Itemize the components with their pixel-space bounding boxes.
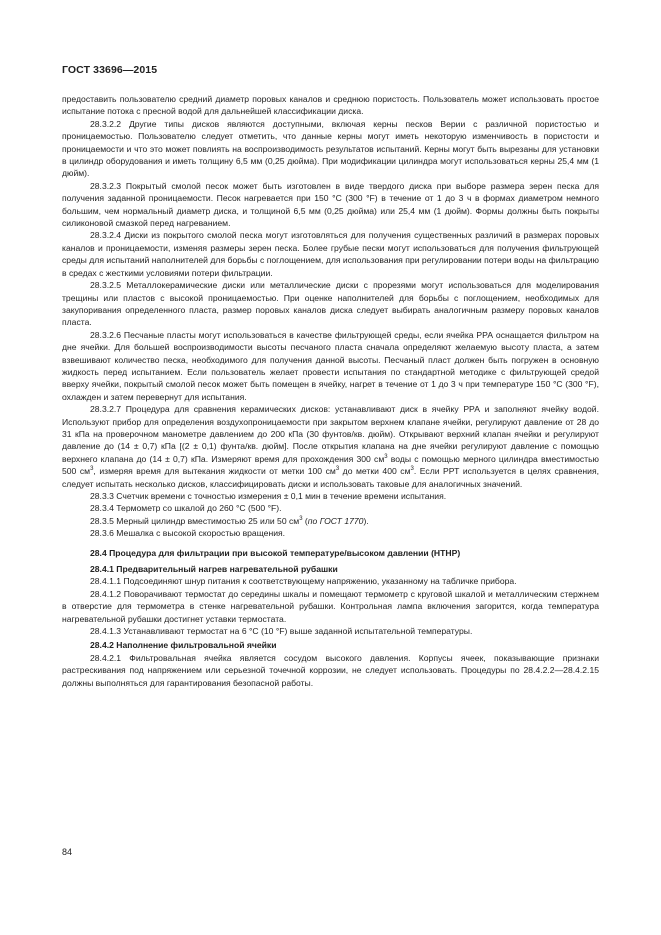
superscript: 3 bbox=[90, 466, 94, 473]
paragraph-28-4-1-2: 28.4.1.2 Поворачивают термостат до середины шкалы и помещают термометр с круговой шкалой и металлическим стержнем в отверстие для термометра в стенке нагревательной рубашки. Контрольная лампа включения загорится, когда температура нагревательной рубашки достигнет уставки термостата. bbox=[62, 588, 599, 624]
paragraph-28-3-3: 28.3.3 Счетчик времени с точностью измерения ± 0,1 мин в течение времени испытания. bbox=[90, 491, 447, 501]
superscript: 3 bbox=[410, 466, 414, 473]
text-run: воды с помощью мерного цилиндра вместимостью 500 см bbox=[62, 453, 599, 477]
document-header: ГОСТ 33696—2015 bbox=[62, 64, 158, 76]
text-run: . Если РРТ используется в целях сравнения, следует испытать несколько дисков, классифицировать диски и использовать таковые для аналогичных значений. bbox=[62, 466, 599, 489]
standard-reference: по ГОСТ 1770 bbox=[307, 515, 364, 526]
paragraph-28-3-2-4: 28.3.2.4 Диски из покрытого смолой песка могут изготовляться для получения существенных различий в размерах поровых каналов и проницаемости, изменяя размеры зерен песка. Более грубые пески могут использоваться для получения фильтрующей среды для испытаний наполнителей для борьбы с поглощением, для использования при регулировании потери воды на фильтрацию в средах с жесткими условиями потери фильтрации. bbox=[62, 230, 599, 278]
paragraph-28-3-4: 28.3.4 Термометр со шкалой до 260 °С (500 °F). bbox=[90, 503, 282, 514]
text-run: 28.3.2.7 Процедура для сравнения керамических дисков: устанавливают диск в ячейку РРА и заполняют ячейку водой. Используют прибор для определения воздухопроницаемости при закрытом верхнем клапане ячейки, регулируют давление от 28 до 31 кПа на проверочном манометре давлением до 200 кПа (30 фунтов/кв. дюйм). Открывают верхний клапан ячейки и регулируют давление до (14 ± 0,7) кПа [(2 ± 0,1) фунта/кв. дюйм]. После открытия клапана на дне ячейки регулируют давление с помощью верхнего клапана до (14 ± 0,7) кПа. Измеряют время для прохождения 300 см bbox=[62, 404, 599, 464]
page-number: 84 bbox=[62, 847, 73, 857]
superscript: 3 bbox=[299, 515, 303, 522]
section-heading-28-4: 28.4 Процедура для фильтрации при высокой температуре/высоком давлении (НТНР) bbox=[90, 547, 461, 558]
paragraph-28-3-2-5: 28.3.2.5 Металлокерамические диски или металлические диски с прорезями могут использоваться для моделирования трещины или пластов с высокой проницаемостью. При оценке наполнителей для борьбы с поглощением, необходимых для закупоривания определенного пласта, размер поровых каналов диска следует выбирать аналогичным размеру поровых каналов пласта. bbox=[62, 280, 599, 328]
text-run: до метки 400 см bbox=[339, 466, 411, 477]
paragraph: предоставить пользователю средний диаметр поровых каналов и среднюю пористость. Пользователь может использовать простое испытание потока с пресной водой для дальнейшей классификации диска. bbox=[62, 94, 599, 117]
paragraph-28-3-2-7 bbox=[62, 403, 599, 490]
paragraph-28-4-1-1: 28.4.1.1 Подсоединяют шнур питания к соответствующему напряжению, указанному на табличке прибора. bbox=[90, 576, 517, 587]
superscript: 3 bbox=[335, 466, 340, 473]
paragraph-28-3-6: 28.3.6 Мешалка с высокой скоростью вращения. bbox=[90, 528, 286, 539]
document-body bbox=[62, 93, 599, 689]
paragraph-28-3-5 bbox=[62, 515, 599, 527]
superscript: 3 bbox=[384, 453, 388, 460]
paragraph-28-3-2-2: 28.3.2.2 Другие типы дисков являются доступными, включая керны песков Верии с различной пористостью и проницаемостью. Пользователю следует отметить, что данные керны могут иметь некоторую изменчивость в пористости и проницаемости и что это может повлиять на воспроизводимость результатов испытаний. Керны могут быть вырезаны для установки в цилиндр оборудования и иметь толщину 6,5 мм (0,25 дюйма). При модификации цилиндра могут использоваться керны 25,4 мм (1 дюйм). bbox=[62, 118, 599, 179]
paragraph-28-4-2-1: 28.4.2.1 Фильтровальная ячейка является сосудом высокого давления. Корпусы ячеек, показывающие признаки растрескивания под напряжением или серьезной точечной коррозии, не следует использовать. Процедуры по 28.4.2.2—28.4.2.15 должны выполняться для гарантирования безопасной работы. bbox=[62, 652, 599, 688]
text-run: ). bbox=[363, 515, 369, 526]
text-run: 28.3.5 Мерный цилиндр вместимостью 25 или 50 см bbox=[90, 515, 300, 526]
text-run: , измеряя время для вытекания жидкости от метки 100 см bbox=[93, 466, 336, 477]
paragraph-28-3-2-3: 28.3.2.3 Покрытый смолой песок может быть изготовлен в виде твердого диска при выборе размера зерен песка для получения заданной проницаемости. Песок нагревается при 150 °С (300 °F) в течение от 1 до 3 ч в формах диаметром немного большим, чем нормальный диаметр диска, и толщиной 6,5 мм (0,25 дюйма) или 25,4 мм (1 дюйм). Формы должны быть покрыты силиконовой смазкой перед нагреванием. bbox=[62, 180, 599, 229]
paragraph-28-4-1-3: 28.4.1.3 Устанавливают термостат на 6 °С (10 °F) выше заданной испытательной температуры. bbox=[90, 626, 473, 637]
subsection-heading-28-4-2: 28.4.2 Наполнение фильтровальной ячейки bbox=[90, 640, 277, 651]
text-run: ( bbox=[302, 515, 308, 526]
subsection-heading-28-4-1: 28.4.1 Предварительный нагрев нагревательной рубашки bbox=[90, 564, 338, 575]
paragraph-28-3-2-6: 28.3.2.6 Песчаные пласты могут использоваться в качестве фильтрующей среды, если ячейка РРА оснащается фильтром на дне ячейки. Для большей воспроизводимости высоты песчаного пласта сначала определяют желаемую высоту пласта, а затем взвешивают количество песка, необходимого для получения данной высоты. Песчаный пласт должен быть погружен в основную жидкость перед испытанием. Если пользователь желает провести испытания по стандартной методике с фильтрующей средой вверху ячейки, покрытый смолой песок может быть помещен в ячейку, нагрет в течение от 1 до 3 ч при температуре 150 °С (300 °F), охлажден и затем перевернут для испытания. bbox=[62, 329, 599, 402]
